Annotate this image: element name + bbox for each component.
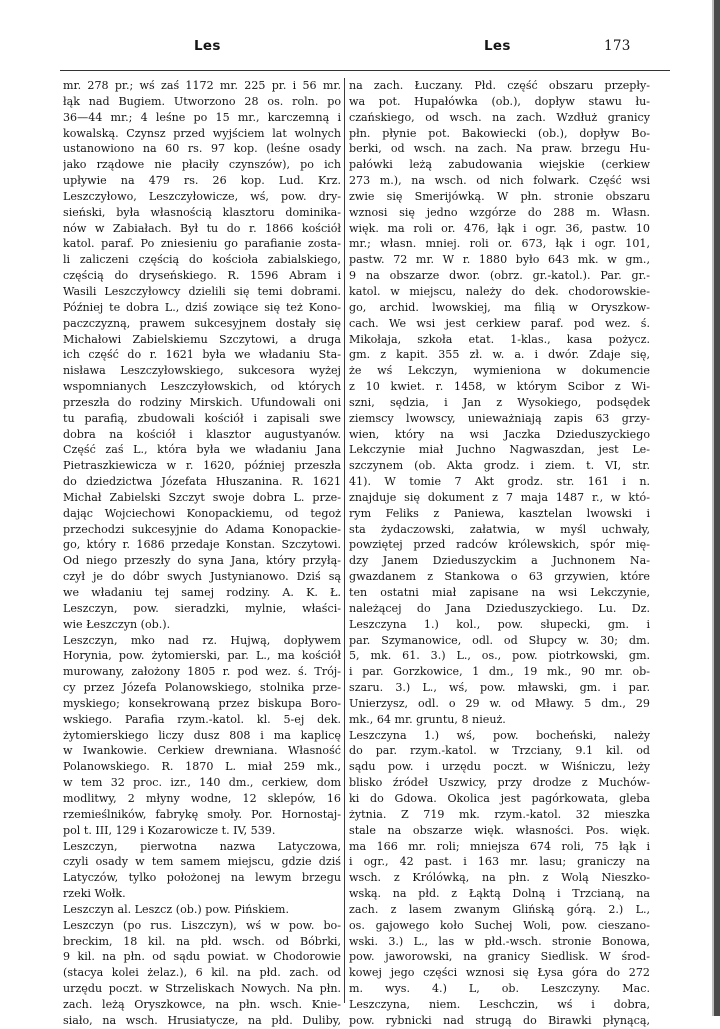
text-line: Leszczyn al. Leszcz (ob.) pow. Pińskiem. [63, 902, 289, 916]
text-line: mr.; własn. mniej. roli or. 673, łąk i ogr. 101, [349, 237, 650, 251]
text-line: wską. na płd. z Łąktą Dolną i Trzcianą, na [349, 887, 650, 901]
text-line: kowalską. Czynsz przed wyjściem lat wolnych [63, 126, 341, 140]
text-line: nów w Zabiałach. Był tu do r. 1866 kościół [63, 221, 341, 235]
text-line: Horynia, pow. żytomierski, par. L., ma kościół [63, 649, 341, 663]
text-line: Polanowskiego. R. 1870 L. miał 259 mk., [63, 760, 341, 774]
text-line: m. wys. 4.) L, ob. Leszczyny. Mac. [349, 982, 650, 996]
text-line: Unierzysz, odl. o 29 w. od Mławy. 5 dm., 29 [349, 696, 650, 710]
text-line: breckim, 18 kil. na płd. wsch. od Bóbrki, [63, 934, 341, 948]
text-line: do dziedzictwa Józefata Hłuszanina. R. 1621 [63, 475, 341, 489]
text-line: i par. Gorzkowice, 1 dm., 19 mk., 90 mr. ob- [349, 665, 650, 679]
text-line: Część zaś L., która była we władaniu Jana [63, 443, 341, 457]
text-line: wskiego. Parafia rzym.-katol. kl. 5-ej dek. [63, 712, 341, 726]
text-line: ma 166 mr. roli; mniejsza 674 roli, 75 łąk i [349, 839, 650, 853]
text-line: pow. jaworowski, na granicy Siedlisk. W środ- [349, 950, 650, 964]
text-line: do par. rzym.-katol. w Trzciany, 9.1 kil. od [349, 744, 650, 758]
text-line: berki, od wsch. na zach. Na praw. brzegu Hu- [349, 142, 650, 156]
text-line: cy przez Józefa Polanowskiego, stolnika prze- [63, 681, 341, 695]
text-line: Leszczyn, mko nad rz. Hujwą, dopływem [63, 633, 341, 647]
page-edge [714, 0, 720, 1016]
text-line: płn. płynie pot. Bakowiecki (ob.), dopływ Bo- [349, 126, 650, 140]
text-line: paczczyzną, prawem sukcesyjnem dostały się [63, 316, 341, 330]
text-line: gwazdanem z Stankowa o 63 grzywien, które [349, 570, 650, 584]
right-column [349, 78, 650, 1029]
text-line: Leszczyna 1.) wś, pow. bocheński, należy [349, 728, 650, 742]
text-line: wsch. z Królówką, na płn. z Wolą Nieszko- [349, 871, 650, 885]
text-line: Od niego przeszły do syna Jana, który przyłą- [63, 554, 341, 568]
text-line: 36—44 mr.; 4 leśne po 15 mr., karczemną i [63, 110, 341, 124]
text-line: par. Szymanowice, odl. od Słupcy w. 30; dm. [349, 633, 650, 647]
column-divider [344, 78, 345, 1003]
text-line: go, archid. lwowskiej, ma filią w Oryszkow- [349, 300, 650, 314]
text-line: łąk nad Bugiem. Utworzono 28 os. roln. po [63, 94, 341, 108]
text-line: znajduje się dokument z 7 maja 1487 r., w któ- [349, 490, 650, 504]
text-line: Leszczyna 1.) kol., pow. słupecki, gm. i [349, 617, 650, 631]
text-line: rzemieślników, fabrykę smoły. Por. Hornostaj- [63, 807, 341, 821]
text-line: wie Łeszczyn (ob.). [63, 617, 171, 631]
text-line: czył je do dóbr swych Justynianowo. Dziś są [63, 570, 341, 584]
text-line: li zaliczeni częścią do kościoła zabialskiego, [63, 253, 341, 267]
text-line: sta żydaczowski, załatwia, w myśl uchwały, [349, 522, 650, 536]
text-line: cach. We wsi jest cerkiew paraf. pod wez. ś. [349, 316, 650, 330]
text-line: modlitwy, 2 młyny wodne, 12 sklepów, 16 [63, 791, 341, 805]
text-line: Mikołaja, szkoła etat. 1-klas., kasa pożycz. [349, 332, 650, 346]
text-line: pałówki leżą zabudowania wiejskie (cerkiew [349, 158, 650, 172]
text-line: żytomierskiego liczy dusz 808 i ma kaplicę [63, 728, 341, 742]
text-line: wspomnianych Leszczyłowskich, od których [63, 380, 341, 394]
text-line: Michał Zabielski Szczyt swoje dobra L. prze- [63, 490, 341, 504]
text-line: (stacya kolei żelaz.), 6 kil. na płd. zach. od [63, 966, 341, 980]
left-column [63, 78, 341, 1029]
text-line: rzeki Wołk. [63, 887, 126, 901]
text-line: we władaniu tej samej rodziny. A. K. Ł. [63, 586, 341, 599]
text-line: przechodzi sukcesyjnie do Adama Konopackie- [63, 522, 341, 536]
text-line: Latyczów, tylko położonej na lewym brzegu [63, 871, 341, 885]
text-line: częścią do dryseńskiego. R. 1596 Abram i [63, 269, 341, 283]
text-line: sieński, była własnością klasztoru dominika- [63, 205, 341, 219]
text-line: na zach. Łuczany. Płd. część obszaru przepły- [349, 79, 650, 92]
text-line: sądu pow. i urzędu poczt. w Wiśniczu, leży [349, 760, 650, 774]
text-line: rym Feliks z Paniewa, kasztelan lwowski i [349, 506, 650, 520]
text-line: pastw. 72 mr. W r. 1880 było 643 mk. w gm., [349, 253, 650, 267]
text-line: dzy Janem Dzieduszyckim a Juchnonem Na- [349, 554, 650, 568]
text-line: Leszczyn, pow. sieradzki, mylnie, właści- [63, 601, 341, 615]
text-line: katol. w miejscu, należy do dek. chodorowskie- [349, 284, 650, 298]
text-line: w tem 32 proc. izr., 140 dm., cerkiew, dom [63, 776, 341, 790]
text-line: jako rządowe nie płaciły czynszów), po ich [63, 158, 341, 172]
text-line: ki do Gdowa. Okolica jest pagórkowata, gleba [349, 791, 650, 805]
text-line: blisko źródeł Uszwicy, przy drodze z Muchów- [349, 776, 650, 790]
text-line: więk. ma roli or. 476, łąk i ogr. 36, pastw. 10 [349, 221, 650, 235]
text-line: murowany, założony 1805 r. pod wez. ś. Trój- [63, 665, 341, 679]
text-line: kowej jego części wznosi się Łysa góra do 272 [349, 966, 650, 980]
text-line: wski. 3.) L., las w płd.-wsch. stronie Bonowa, [349, 934, 650, 948]
text-line: Leszczyłowo, Leszczyłowicze, wś, pow. dry- [63, 189, 341, 203]
text-line: nisława Leszczyłowskiego, sukcesora wyżej [63, 364, 341, 378]
text-line: dając Wojciechowi Konopackiemu, od tegoż [63, 506, 341, 520]
text-line: szni, sędzia, i Jan z Wysokiego, podsędek [349, 395, 650, 409]
text-line: w Iwankowie. Cerkiew drewniana. Własność [63, 744, 341, 758]
text-line: 5, mk. 61. 3.) L., os., pow. piotrkowski, gm. [349, 649, 650, 663]
running-head-left: Les [194, 38, 221, 54]
text-line: zwie się Smerijówką. W płn. stronie obszaru [349, 189, 650, 203]
text-line: szczynem (ob. Akta grodz. i ziem. t. VI, str. [349, 459, 650, 473]
text-line: gm. z kapit. 355 zł. w. a. i dwór. Zdaje się, [349, 348, 650, 362]
text-line: ustanowiono na 60 rs. 97 kop. (leśne osady [63, 142, 341, 156]
text-line: żytnia. Z 719 mk. rzym.-katol. 32 mieszka [349, 807, 650, 821]
text-line: mk., 64 mr. gruntu, 8 nieuż. [349, 712, 506, 726]
text-line: należącej do Jana Dzieduszyckiego. Lu. Dz. [349, 601, 650, 615]
text-line: czańskiego, od wsch. na zach. Wzdłuż granicy [349, 110, 650, 124]
text-line: siało, na wsch. Hrusiatycze, na płd. Duliby, [63, 1013, 341, 1027]
text-line: dobra na kościół i klasztor augustyanów. [63, 427, 341, 441]
text-line: Michałowi Zabielskiemu Szczytowi, a druga [63, 332, 341, 346]
text-line: myskiego; konsekrowaną przez biskupa Boro- [63, 696, 341, 710]
text-line: zach. z lasem zwanym Glińską górą. 2.) L., [349, 902, 650, 916]
text-line: 273 m.), na wsch. od nich folwark. Część wsi [349, 174, 650, 188]
text-line: stale na obszarze więk. własności. Pos. więk. [349, 823, 650, 837]
text-line: przeszła do rodziny Mirskich. Ufundowali oni [63, 395, 341, 409]
text-line: wa pot. Hupałówka (ob.), dopływ stawu łu- [349, 94, 650, 108]
text-line: że wś Lekczyn, wymieniona w dokumencie [349, 364, 650, 378]
text-line: Leszczyna, niem. Leschczin, wś i dobra, [349, 997, 650, 1011]
text-line: 9 kil. na płn. od sądu powiat. w Chodorowie [63, 950, 341, 964]
text-line: szaru. 3.) L., wś, pow. mławski, gm. i par. [349, 681, 650, 695]
text-line: Lekczynie miał Juchno Nagwaszdan, jest Le- [349, 443, 650, 457]
text-line: powziętej przed radców królewskich, spór mię- [349, 538, 650, 552]
text-line: z 10 kwiet. r. 1458, w którym Scibor z Wi- [349, 380, 650, 394]
text-line: zach. leżą Oryszkowce, na płn. wsch. Knie- [63, 997, 341, 1011]
text-line: urzędu poczt. w Strzeliskach Nowych. Na płn. [63, 982, 341, 996]
text-line: 9 na obszarze dwor. (obrz. gr.-katol.). Par. gr.- [349, 269, 650, 283]
page-number: 173 [604, 38, 631, 54]
text-line: mr. 278 pr.; wś zaś 1172 mr. 225 pr. i 56 mr. [63, 79, 341, 92]
text-line: i ogr., 42 past. i 163 mr. lasu; graniczy na [349, 855, 650, 869]
text-line: pow. rybnicki nad strugą do Birawki płynącą, [349, 1013, 650, 1027]
text-line: tu parafią, zbudowali kościół i zapisali swe [63, 411, 341, 425]
text-line: upływie na 479 rs. 26 kop. Lud. Krz. [63, 174, 341, 188]
text-line: ziemscy lwowscy, unieważniają zapis 63 grzy- [349, 411, 650, 425]
text-line: pol t. III, 129 i Kozarowicze t. IV, 539. [63, 823, 276, 837]
header-rule [60, 70, 670, 71]
text-line: Pietraszkiewicza w r. 1620, później przeszła [63, 459, 341, 473]
text-line: Leszczyn (po rus. Liszczyn), wś w pow. bo- [63, 918, 341, 932]
text-line: czyli osady w tem samem miejscu, gdzie dziś [63, 855, 341, 869]
text-line: katol. paraf. Po zniesieniu go parafianie zosta- [63, 237, 341, 251]
text-line: go, który r. 1686 przedaje Konstan. Szczytowi. [63, 538, 341, 552]
text-line: os. gajowego koło Suchej Woli, pow. cieszano- [349, 918, 650, 932]
running-head-right: Les [484, 38, 511, 54]
text-line: wznosi się jedno wzgórze do 288 m. Własn. [349, 205, 650, 219]
text-line: Później te dobra L., dziś zowiące się też Kono- [63, 300, 341, 314]
text-line: ich część do r. 1621 była we władaniu Sta- [63, 348, 341, 362]
text-line: 41). W tomie 7 Akt grodz. str. 161 i n. [349, 475, 650, 489]
text-line: wien, który na wsi Jaczka Dzieduszyckiego [349, 427, 650, 441]
text-line: Leszczyn, pierwotna nazwa Latyczowa, [63, 839, 341, 853]
text-line: ten ostatni miał zapisane na wsi Lekczynie, [349, 586, 650, 599]
text-line: Wasili Leszczyłowcy dzielili się temi dobrami. [63, 284, 341, 298]
